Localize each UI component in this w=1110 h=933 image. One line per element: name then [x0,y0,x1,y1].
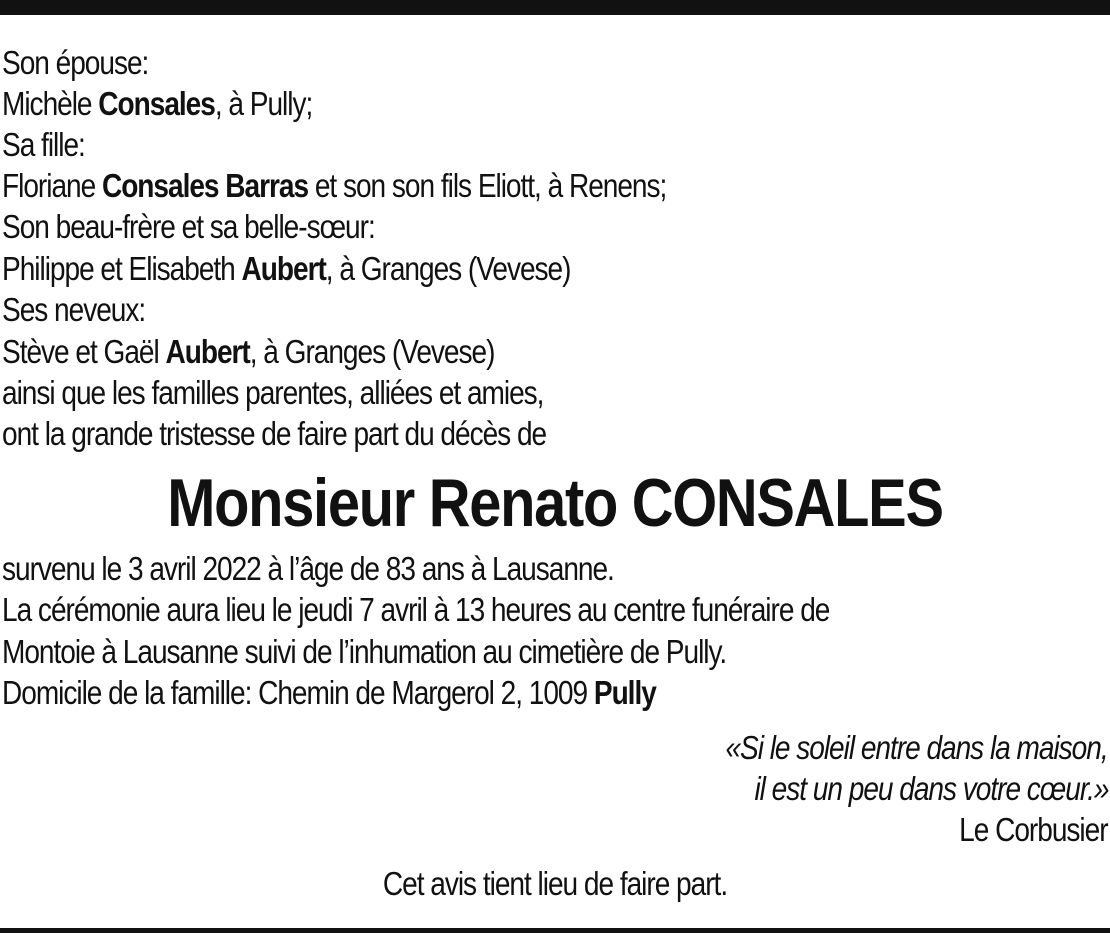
daughter-heading: Sa fille: [2,126,85,163]
daughter-line: Floriane Consales Barras et son son fils Eliott, à Renens; [2,167,667,204]
ceremony-line-2: Montoie à Lausanne suivi de l’inhumation au cimetière de Pully. [2,633,727,670]
deceased-name: Monsieur Renato CONSALES [167,465,943,541]
daughter-surname: Consales Barras [101,167,309,204]
ceremony-line-1: La cérémonie aura lieu le jeudi 7 avril à 13 heures au centre funéraire de [2,591,830,628]
inlaws-surname: Aubert [241,250,326,287]
families-line: ainsi que les familles parentes, alliées et amies, [2,374,544,411]
footer-note: Cet avis tient lieu de faire part. [382,865,728,902]
nephews-line: Stève et Gaël Aubert, à Granges (Vevese) [2,333,495,370]
spouse-line: Michèle Consales, à Pully; [2,85,313,122]
domicile-line: Domicile de la famille: Chemin de Margerol 2, 1009 Pully [2,674,656,711]
quote-line-1: «Si le soleil entre dans la maison, [725,729,1108,766]
quote-author: Le Corbusier [959,811,1108,848]
quote-line-2: il est un peu dans votre cœur.» [753,770,1108,807]
inlaws-line: Philippe et Elisabeth Aubert, à Granges (Vevese) [2,250,571,287]
bottom-border-rule [0,928,1110,933]
announcement-line: ont la grande tristesse de faire part du décès de [2,415,547,452]
nephews-surname: Aubert [165,333,250,370]
inlaws-heading: Son beau-frère et sa belle-sœur: [2,208,375,245]
spouse-surname: Consales [98,85,215,122]
nephews-heading: Ses neveux: [2,291,146,328]
spouse-heading: Son épouse: [2,44,149,81]
domicile-town: Pully [593,674,656,711]
top-border-rule [0,0,1110,15]
death-details: survenu le 3 avril 2022 à l’âge de 83 ans à Lausanne. [2,550,614,587]
